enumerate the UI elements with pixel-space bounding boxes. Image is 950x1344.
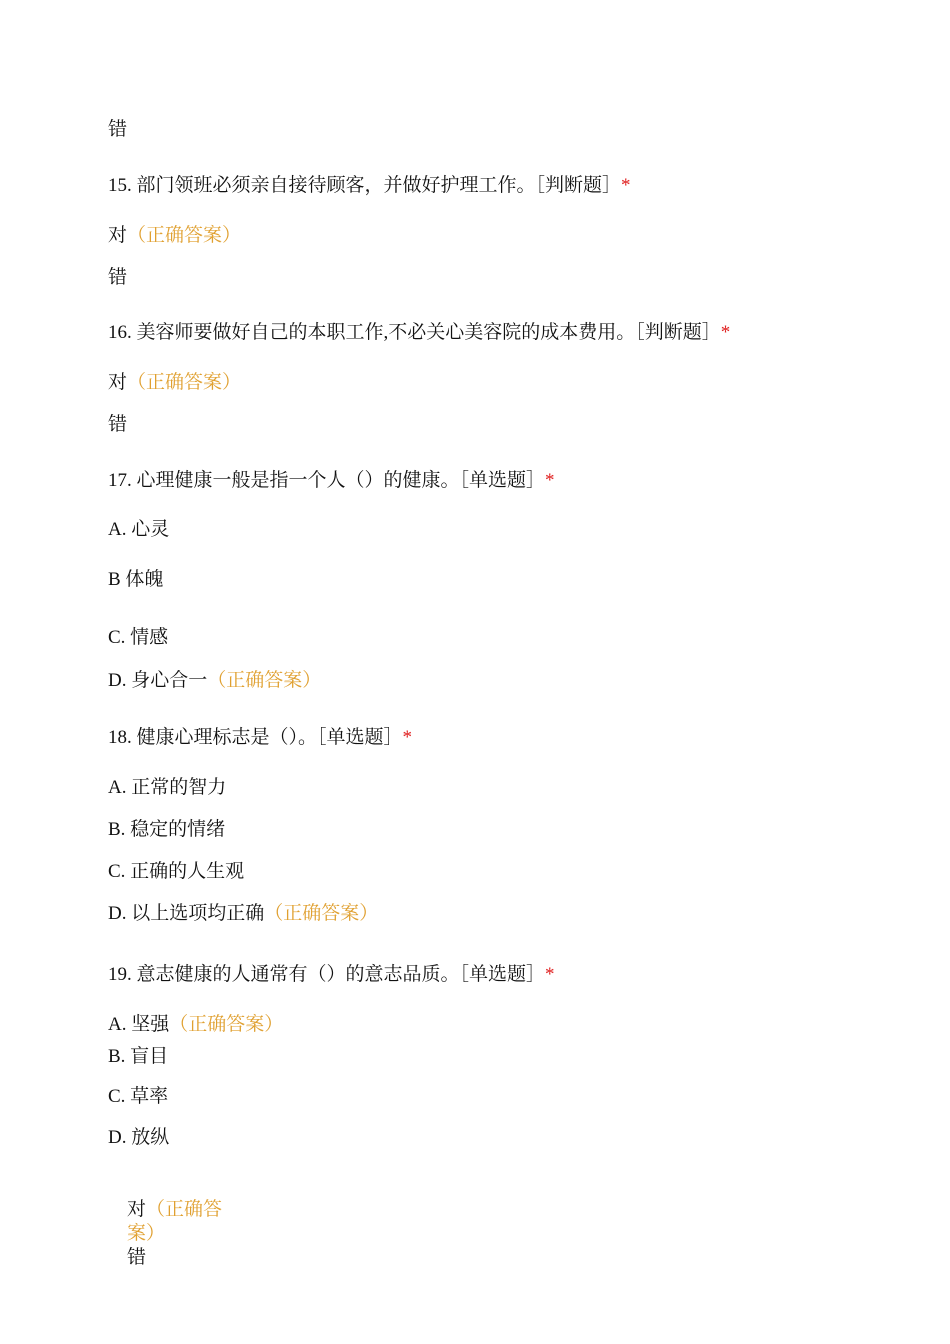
option-d: D. 放纵 (108, 1127, 170, 1148)
option-false: 错 (108, 414, 128, 435)
correct-answer-tag: （正确答案） (127, 225, 242, 246)
option-b: B 体魄 (108, 569, 164, 590)
text-line: 错 (108, 119, 128, 140)
option-b: B. 稳定的情绪 (108, 819, 226, 840)
option-a: A. 心灵 (108, 519, 170, 540)
question-19: 19. 意志健康的人通常有（）的意志品质。［单选题］* (108, 964, 555, 985)
correct-answer-tag: （正确答案） (127, 372, 242, 393)
question-18: 18. 健康心理标志是（）。［单选题］* (108, 727, 413, 748)
option-d: D. 以上选项均正确（正确答案） (108, 903, 379, 924)
option-b: B. 盲目 (108, 1046, 169, 1067)
option-true: 对（正确答案） (108, 372, 242, 393)
correct-answer-tag-wrap (127, 1222, 165, 1246)
correct-answer-tag: （正确答案） (169, 1014, 284, 1035)
option-c: C. 情感 (108, 627, 169, 648)
option-a: A. 正常的智力 (108, 777, 227, 798)
correct-answer-tag: 案） (127, 1223, 166, 1244)
option-c: C. 草率 (108, 1086, 169, 1107)
option-false: 错 (127, 1247, 147, 1268)
option-true: 对（正确答 (127, 1199, 223, 1220)
required-mark: * (545, 470, 555, 491)
required-mark: * (621, 175, 631, 196)
required-mark: * (402, 727, 413, 748)
option-c: C. 正确的人生观 (108, 861, 245, 882)
option-a: A. 坚强（正确答案） (108, 1014, 284, 1035)
correct-answer-tag: （正确答案） (207, 670, 322, 691)
question-15: 15. 部门领班必须亲自接待顾客，并做好护理工作。［判断题］* (108, 175, 631, 196)
question-17: 17. 心理健康一般是指一个人（）的健康。［单选题］* (108, 470, 555, 491)
required-mark: * (545, 964, 555, 985)
correct-answer-tag: （正确答案） (264, 903, 379, 924)
option-false: 错 (108, 267, 128, 288)
required-mark: * (720, 322, 731, 343)
correct-answer-tag: （正确答 (146, 1199, 223, 1220)
question-16: 16. 美容师要做好自己的本职工作,不必关心美容院的成本费用。［判断题］* (108, 322, 731, 343)
option-d: D. 身心合一（正确答案） (108, 670, 322, 691)
option-true: 对（正确答案） (108, 225, 242, 246)
